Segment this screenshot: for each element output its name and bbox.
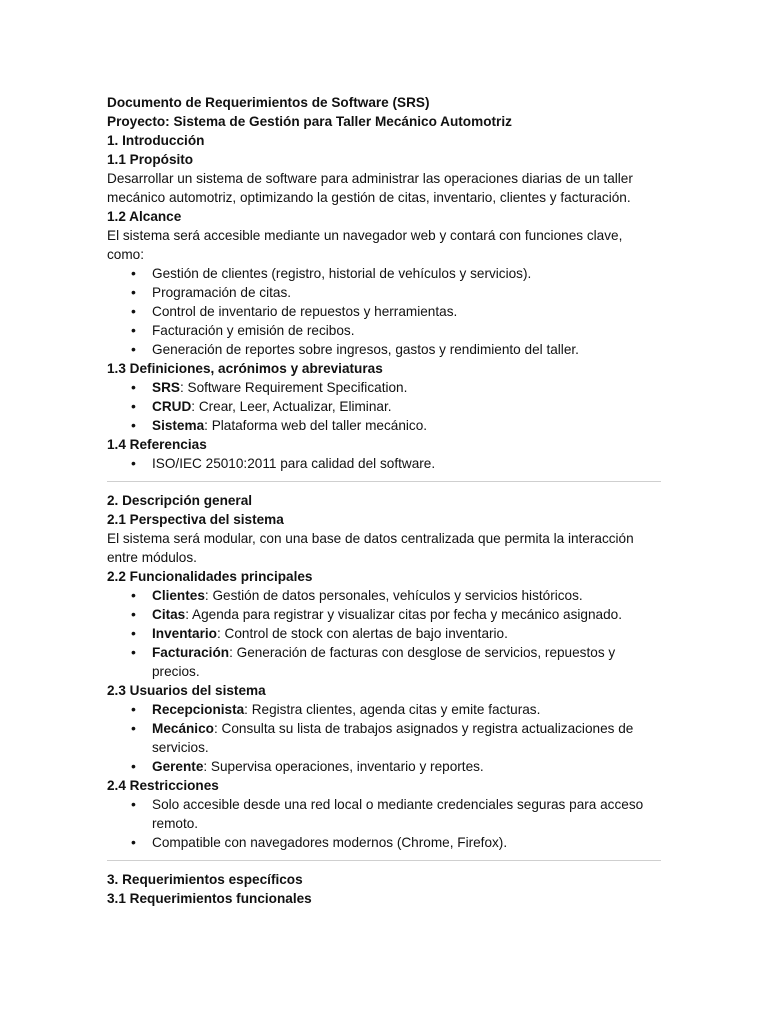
users-list xyxy=(107,700,661,776)
list-item xyxy=(107,624,661,643)
list-item xyxy=(107,700,661,719)
section-2-heading: 2. Descripción general xyxy=(107,493,253,508)
section-3-1-heading: 3.1 Requerimientos funcionales xyxy=(107,891,312,906)
section-1-1-heading: 1.1 Propósito xyxy=(107,152,194,167)
section-1-2-text: El sistema será accesible mediante un navegador web y contará con funciones clave, como: xyxy=(107,228,623,262)
definition-desc: : Crear, Leer, Actualizar, Eliminar. xyxy=(191,399,392,414)
section-2-2-heading: 2.2 Funcionalidades principales xyxy=(107,569,313,584)
list-item: • Compatible con navegadores modernos (Chrome, Firefox). xyxy=(107,833,661,852)
list-item: • Facturación y emisión de recibos. xyxy=(107,321,661,340)
user-role-term: Mecánico xyxy=(152,721,214,736)
list-item: • ISO/IEC 25010:2011 para calidad del software. xyxy=(107,454,661,473)
feature-term: Clientes xyxy=(152,588,205,603)
document-title: Documento de Requerimientos de Software (SRS) xyxy=(107,95,430,110)
definition-desc: : Plataforma web del taller mecánico. xyxy=(204,418,428,433)
section-1-4-heading: 1.4 Referencias xyxy=(107,437,207,452)
list-item xyxy=(107,586,661,605)
features-list xyxy=(107,586,661,681)
section-1-2-heading: 1.2 Alcance xyxy=(107,209,182,224)
section-2-3-heading: 2.3 Usuarios del sistema xyxy=(107,683,266,698)
list-item: • Control de inventario de repuestos y herramientas. xyxy=(107,302,661,321)
document-body xyxy=(107,93,661,908)
section-divider xyxy=(107,481,661,482)
section-2-1-text: El sistema será modular, con una base de datos centralizada que permita la interacción entre módulos. xyxy=(107,531,634,565)
project-title: Proyecto: Sistema de Gestión para Taller Mecánico Automotriz xyxy=(107,114,512,129)
user-role-term: Gerente xyxy=(152,759,204,774)
list-item xyxy=(107,416,661,435)
feature-term: Citas xyxy=(152,607,186,622)
section-3-heading: 3. Requerimientos específicos xyxy=(107,872,303,887)
definitions-list xyxy=(107,378,661,435)
definition-term: Sistema xyxy=(152,418,205,433)
section-2-1-heading: 2.1 Perspectiva del sistema xyxy=(107,512,284,527)
section-1-heading: 1. Introducción xyxy=(107,133,205,148)
user-role-desc: : Supervisa operaciones, inventario y reportes. xyxy=(203,759,484,774)
feature-desc: : Generación de facturas con desglose de servicios, repuestos y precios. xyxy=(152,645,616,679)
list-item: • Generación de reportes sobre ingresos, gastos y rendimiento del taller. xyxy=(107,340,661,359)
section-divider xyxy=(107,860,661,861)
user-role-desc: : Consulta su lista de trabajos asignados y registra actualizaciones de servicios. xyxy=(152,721,634,755)
section-1-1-text: Desarrollar un sistema de software para administrar las operaciones diarias de un taller mecánico automotriz, optimizando la gestión de citas, inventario, clientes y facturación. xyxy=(107,171,633,205)
user-role-desc: : Registra clientes, agenda citas y emite facturas. xyxy=(244,702,541,717)
list-item: • Solo accesible desde una red local o mediante credenciales seguras para acceso remoto. xyxy=(107,795,661,833)
list-item xyxy=(107,719,661,757)
feature-desc: : Agenda para registrar y visualizar citas por fecha y mecánico asignado. xyxy=(185,607,622,622)
list-item xyxy=(107,757,661,776)
definition-desc: : Software Requirement Specification. xyxy=(179,380,408,395)
list-item xyxy=(107,378,661,397)
restrictions-list xyxy=(107,795,661,852)
feature-desc: : Gestión de datos personales, vehículos y servicios históricos. xyxy=(204,588,583,603)
feature-desc: : Control de stock con alertas de bajo inventario. xyxy=(216,626,508,641)
scope-list xyxy=(107,264,661,359)
definition-term: SRS xyxy=(152,380,180,395)
section-2-4-heading: 2.4 Restricciones xyxy=(107,778,219,793)
feature-term: Inventario xyxy=(152,626,217,641)
user-role-term: Recepcionista xyxy=(152,702,245,717)
references-list xyxy=(107,454,661,473)
list-item xyxy=(107,605,661,624)
definition-term: CRUD xyxy=(152,399,192,414)
list-item: • Gestión de clientes (registro, historial de vehículos y servicios). xyxy=(107,264,661,283)
list-item xyxy=(107,397,661,416)
feature-term: Facturación xyxy=(152,645,230,660)
list-item xyxy=(107,643,661,681)
list-item: • Programación de citas. xyxy=(107,283,661,302)
section-1-3-heading: 1.3 Definiciones, acrónimos y abreviaturas xyxy=(107,361,383,376)
